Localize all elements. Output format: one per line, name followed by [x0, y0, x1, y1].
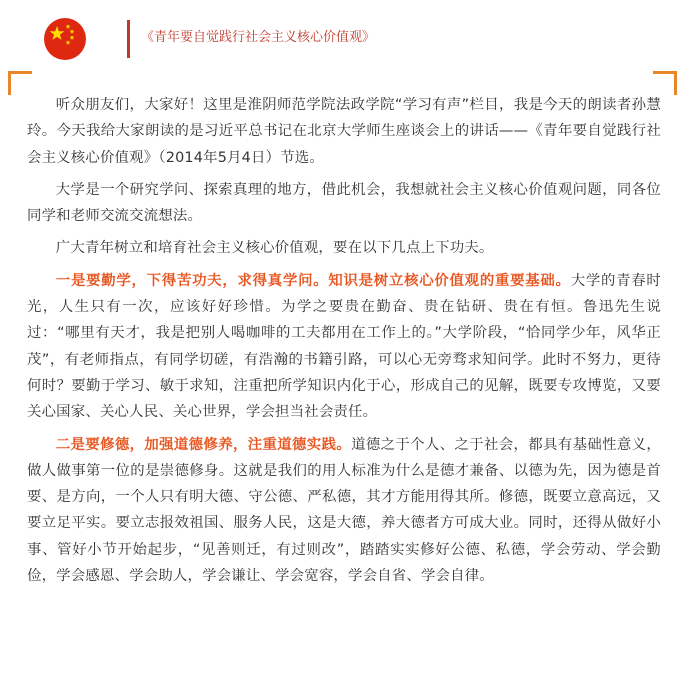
paragraph-purpose: 大学是一个研究学问、探索真理的地方，借此机会，我想就社会主义核心价值观问题，同各位同学和老师交流交流想法。 — [27, 181, 661, 225]
paragraph-intro: 听众朋友们，大家好！这里是淮阴师范学院法政学院“学习有声”栏目，我是今天的朗读者孙慧玲。今天我给大家朗读的是习近平总书记在北京大学师生座谈会上的讲话——《青年要自觉践行社会主义核心价值观》（2014年5月4日）节选。 — [27, 97, 661, 166]
paragraph-point-one — [27, 268, 661, 426]
point-two-body: 道德之于个人、之于社会，都具有基础性意义，做人做事第一位的是崇德修身。这就是我们的用人标准为什么是德才兼备、以德为先，因为德是首要、是方向，一个人只有明大德、守公德、严私德，其才方能用得其所。修德，既要立意高远，又要立足平实。要立志报效祖国、服务人民，这是大德，养大德者方可成大业。同时，还得从做好小事、管好小节开始起步，“见善则迁，有过则改”，踏踏实实修好公德、私德，学会劳动、学会勤俭，学会感恩、学会助人，学会谦让、学会宽容，学会自省、学会自律。 — [27, 436, 661, 585]
point-one-body: 大学的青春时光，人生只有一次，应该好好珍惜。为学之要贵在勤奋、贵在钻研、贵在有恒。鲁迅先生说过：“哪里有天才，我是把别人喝咖啡的工夫都用在工作上的。”大学阶段，“恰同学少年，风华正茂”，有老师指点，有同学切磋，有浩瀚的书籍引路，可以心无旁骛求知问学。此时不努力，更待何时？要勤于学习、敏于求知，注重把所学知识内化于心，形成自己的见解，既要专攻博览，又要关心国家、关心人民、关心世界，学会担当社会责任。 — [27, 272, 661, 421]
china-flag-icon — [43, 17, 87, 61]
header-divider — [127, 20, 130, 58]
article-header — [0, 0, 688, 70]
article-body — [27, 92, 661, 595]
article-title: 《青年要自觉践行社会主义核心价值观》 — [141, 30, 376, 45]
point-one-heading: 一是要勤学，下得苦功夫，求得真学问。知识是树立核心价值观的重要基础。 — [55, 272, 571, 289]
paragraph-point-two — [27, 432, 661, 590]
point-two-heading: 二是要修德，加强道德修养，注重道德实践。 — [55, 436, 352, 453]
paragraph-outline: 广大青年树立和培育社会主义核心价值观，要在以下几点上下功夫。 — [55, 240, 494, 257]
